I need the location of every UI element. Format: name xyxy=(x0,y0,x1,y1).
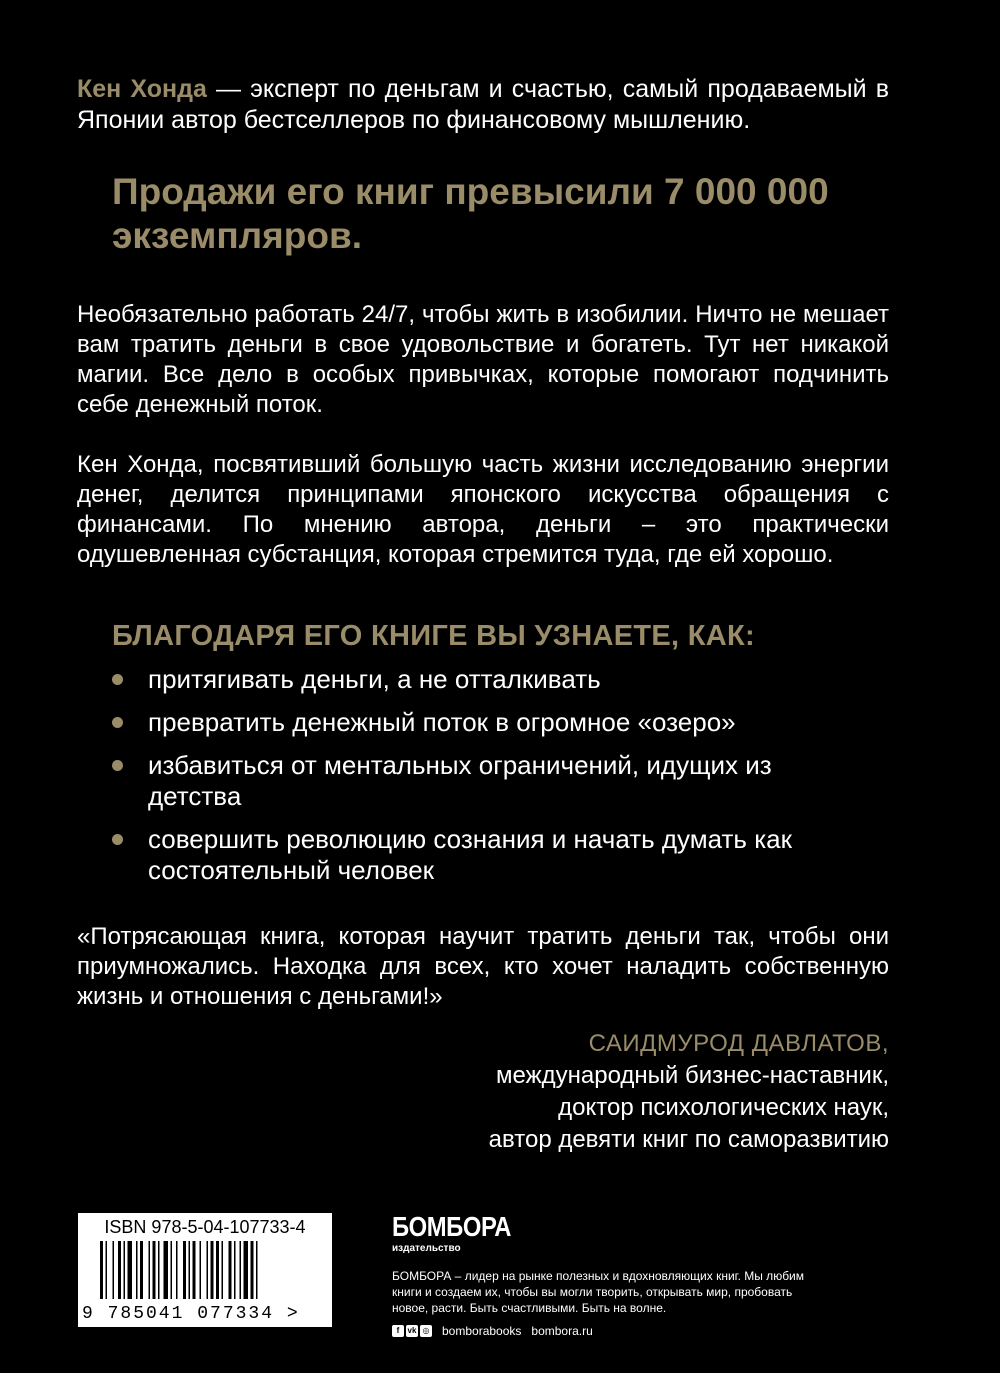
isbn-barcode-box xyxy=(78,1213,332,1327)
barcode-bar xyxy=(240,1241,242,1299)
barcode-bar xyxy=(100,1241,103,1299)
barcode-bar xyxy=(113,1241,115,1299)
barcode-bar xyxy=(124,1241,126,1299)
signature-line-2: доктор психологических наук, xyxy=(558,1094,889,1121)
description-paragraph-1: Необязательно работать 24/7, чтобы жить в изобилии. Ничто не мешает вам тратить деньги в свое удовольствие и богатеть. Тут нет никакой магии. Все дело в особых привычках, которые помогают подчинить себе денежный поток. xyxy=(77,301,889,418)
list-item: совершить революцию сознания и начать думать как состоятельный человек xyxy=(112,824,872,886)
list-item: притягивать деньги, а не отталкивать xyxy=(112,664,872,695)
author-name: Кен Хонда xyxy=(77,75,207,103)
barcode-bar xyxy=(164,1241,169,1299)
testimonial-quote: «Потрясающая книга, которая научит тратить деньги так, чтобы они приумножались. Находка для всех, кто хочет наладить собственную жизнь и отношения с деньгами!» xyxy=(77,923,889,1010)
barcode-bar xyxy=(118,1241,121,1299)
bullet-icon xyxy=(112,674,123,685)
barcode-bar xyxy=(128,1241,133,1299)
publisher-description: БОМБОРА – лидер на рынке полезных и вдохновляющих книг. Мы любим книги и создаем их, чтобы вы могли творить, открывать мир, пробовать новое, расти. Быть счастливыми. Быть на волне. xyxy=(392,1269,805,1315)
signature-name: САИДМУРОД ДАВЛАТОВ, xyxy=(588,1030,889,1057)
barcode-bar xyxy=(244,1241,249,1299)
barcode-bar xyxy=(149,1241,151,1299)
barcode-bar xyxy=(183,1241,186,1299)
barcode-bar xyxy=(158,1241,160,1299)
publisher-logo: БОМБОРА xyxy=(392,1211,512,1242)
vk-icon[interactable]: vk xyxy=(407,1326,417,1335)
description-paragraph-2: Кен Хонда, посвятивший большую часть жизни исследованию энергии денег, делится принципами японского искусства обращения с финансами. По мнению автора, деньги – это практически одушевленная субстанция, которая стремится туда, где ей хорошо. xyxy=(77,451,889,568)
barcode-bar xyxy=(211,1241,214,1299)
publisher-links xyxy=(392,1324,812,1338)
list-item: избавиться от ментальных ограничений, идущих из детства xyxy=(112,750,872,812)
barcode-bar xyxy=(171,1241,173,1299)
facebook-icon[interactable]: f xyxy=(392,1325,404,1337)
sales-highlight: Продажи его книг превысили 7 000 000 экземпляров. xyxy=(112,171,829,256)
barcode-bar xyxy=(200,1241,202,1299)
intro-text: — эксперт по деньгам и счастью, самый продаваемый в Японии автор бестселлеров по финансовому мышлению. xyxy=(77,75,889,134)
signature-line-3: автор девяти книг по саморазвитию xyxy=(488,1126,889,1153)
isbn-label: ISBN 978-5-04-107733-4 xyxy=(104,1217,306,1237)
signature-line-1: международный бизнес-наставник, xyxy=(496,1062,889,1089)
publisher-block xyxy=(392,1213,812,1338)
social-handle[interactable]: bomborabooks xyxy=(442,1324,522,1338)
bullet-icon xyxy=(112,760,123,771)
barcode-bar xyxy=(153,1241,156,1299)
barcode-bar xyxy=(222,1241,224,1299)
list-heading: БЛАГОДАРЯ ЕГО КНИГЕ ВЫ УЗНАЕТЕ, КАК: xyxy=(112,620,755,652)
bullet-icon xyxy=(112,834,123,845)
isbn-digits: 9 785041 077334 > xyxy=(82,1304,300,1324)
intro-paragraph xyxy=(77,74,889,136)
testimonial-signature xyxy=(489,1028,889,1156)
barcode-icon xyxy=(100,1241,310,1301)
list-item: превратить денежный поток в огромное «озеро» xyxy=(112,707,872,738)
bullet-icon xyxy=(112,717,123,728)
barcode-bar xyxy=(140,1241,143,1299)
website-link[interactable]: bombora.ru xyxy=(531,1324,593,1338)
barcode-bar xyxy=(176,1241,178,1299)
barcode-bar xyxy=(251,1241,254,1299)
publisher-subtitle: издательство xyxy=(392,1243,461,1254)
social-icons xyxy=(392,1325,432,1337)
barcode-bar xyxy=(193,1241,196,1299)
barcode-bar xyxy=(207,1241,209,1299)
barcode-bar xyxy=(229,1241,232,1299)
benefit-list xyxy=(112,664,872,898)
barcode-bar xyxy=(256,1241,258,1299)
barcode-bar xyxy=(106,1241,108,1299)
instagram-icon[interactable]: ◎ xyxy=(420,1325,432,1337)
barcode-bar xyxy=(189,1241,191,1299)
barcode-bar xyxy=(234,1241,236,1299)
barcode-bar xyxy=(216,1241,219,1299)
barcode-bar xyxy=(136,1241,138,1299)
